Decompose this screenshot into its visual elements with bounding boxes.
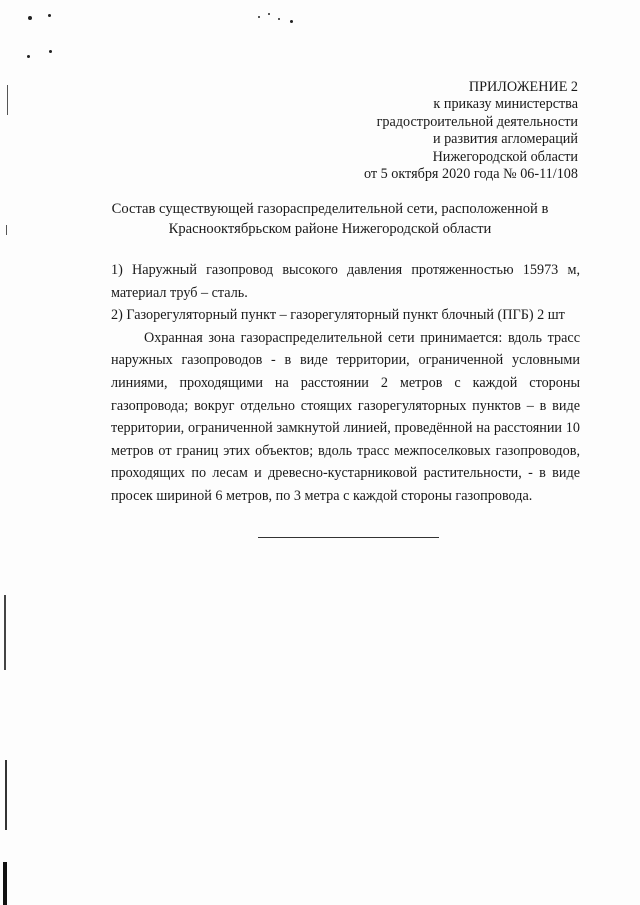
scan-speck [49, 50, 52, 53]
protection-zone-paragraph: Охранная зона газораспределительной сети принимается: вдоль трасс наружных газопроводов - в виде территории, ограниченной условными линиями, проходящими на расстоянии 2 метров с каждой стороны газопровода; вокруг отдельно стоящих газорегуляторных пунктов – в виде территории, ограниченной замкнутой линией, проведённой на расстоянии 10 метров от границ этих объектов; вдоль трасс межпоселковых газопроводов, проходящих по лесам и древесно-кустарниковой растительности, - в виде просек шириной 6 метров, по 3 метра с каждой стороны газопровода. [111, 329, 580, 504]
scan-speck [28, 16, 32, 20]
list-item-1-line: материал труб – сталь. [111, 284, 248, 301]
end-separator-line [258, 537, 439, 538]
title-line: Краснооктябрьском районе Нижегородской области [168, 221, 492, 237]
document-body [111, 259, 580, 508]
annex-header [364, 79, 578, 183]
annex-date-number: от 5 октября 2020 года № 06-11/108 [363, 166, 578, 183]
scan-speck [290, 20, 293, 23]
scan-speck [278, 18, 280, 20]
scan-speck [48, 14, 51, 17]
title-line: Состав существующей газораспределительной сети, расположенной в [111, 201, 549, 217]
scan-edge-mark [4, 595, 6, 670]
scan-edge-mark [3, 862, 7, 905]
scan-speck [268, 13, 270, 15]
scan-edge-mark [5, 760, 7, 830]
scan-speck [258, 16, 260, 18]
annex-line: Нижегородской области [432, 148, 578, 165]
scan-edge-mark [7, 85, 8, 115]
annex-title: ПРИЛОЖЕНИЕ 2 [468, 79, 578, 95]
scan-speck [27, 55, 30, 58]
document-title [100, 199, 560, 239]
list-item-1-line: 1) Наружный газопровод высокого давления протяженностью 15973 м, [111, 262, 580, 278]
annex-line: к приказу министерства [433, 96, 578, 113]
scan-edge-mark [6, 225, 7, 235]
annex-line: градостроительной деятельности [376, 113, 578, 130]
annex-line: и развития агломераций [432, 131, 578, 148]
list-item-2: 2) Газорегуляторный пункт – газорегуляторный пункт блочный (ПГБ) 2 шт [111, 307, 565, 324]
